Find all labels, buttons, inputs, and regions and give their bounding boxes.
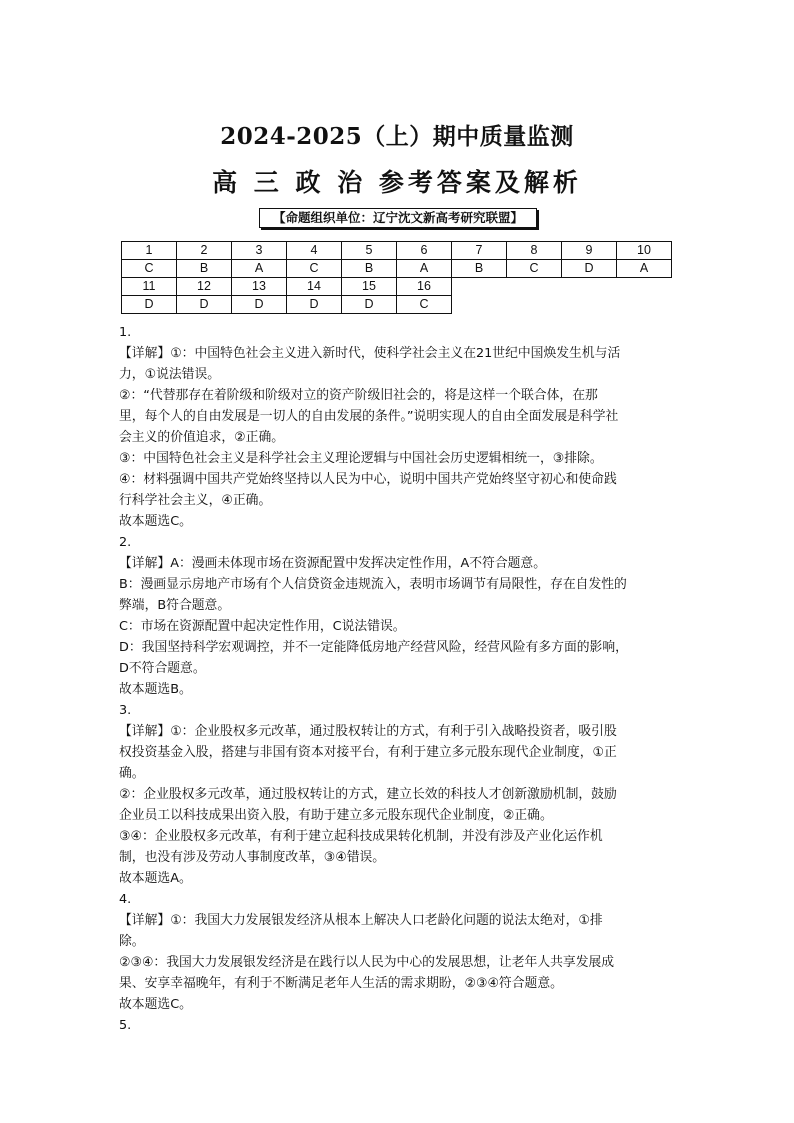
text-line: 里，每个人的自由发展是一切人的自由发展的条件。”说明实现人的自由全面发展是科学社	[119, 409, 619, 424]
exam-title: 2024-2025（上）期中质量监测	[220, 123, 574, 150]
answer-conclusion: 故本题选B。	[119, 682, 192, 697]
text-line: ③：中国特色社会主义是科学社会主义理论逻辑与中国社会历史逻辑相统一，③排除。	[119, 451, 603, 466]
empty-cell	[452, 278, 507, 296]
table-cell: D	[562, 260, 617, 278]
table-cell: 6	[397, 242, 452, 260]
table-cell: D	[232, 296, 287, 314]
text-line: 确。	[119, 766, 145, 781]
table-cell: 8	[507, 242, 562, 260]
table-cell: B	[452, 260, 507, 278]
answer-row	[122, 260, 672, 278]
table-cell: B	[177, 260, 232, 278]
table-cell: 15	[342, 278, 397, 296]
table-cell: D	[287, 296, 342, 314]
question-number-row	[122, 278, 672, 296]
table-cell: D	[342, 296, 397, 314]
table-cell: 5	[342, 242, 397, 260]
text-line: ④：材料强调中国共产党始终坚持以人民为中心，说明中国共产党始终坚守初心和使命践	[119, 472, 617, 487]
text-line: D：我国坚持科学宏观调控，并不一定能降低房地产经营风险，经营风险有多方面的影响，	[119, 640, 628, 655]
table-cell: 9	[562, 242, 617, 260]
table-cell: C	[287, 260, 342, 278]
table-cell: 11	[122, 278, 177, 296]
empty-cell	[507, 278, 562, 296]
text-line: 会主义的价值追求，②正确。	[119, 430, 285, 445]
table-cell: 12	[177, 278, 232, 296]
empty-cell	[617, 278, 672, 296]
question-number: 4.	[119, 892, 132, 907]
text-line: 除。	[119, 934, 145, 949]
text-line: 【详解】①：我国大力发展银发经济从根本上解决人口老龄化问题的说法太绝对，①排	[119, 913, 603, 928]
text-line: ②：“代替那存在着阶级和阶级对立的资产阶级旧社会的，将是这样一个联合体，在那	[119, 388, 598, 403]
table-cell: C	[397, 296, 452, 314]
organizer-box: 【命题组织单位：辽宁沈文新高考研究联盟】	[259, 208, 537, 228]
text-line: 力，①说法错误。	[119, 367, 221, 382]
table-cell: A	[617, 260, 672, 278]
answer-conclusion: 故本题选A。	[119, 871, 192, 886]
table-cell: 1	[122, 242, 177, 260]
exam-subtitle: 高 三 政 治 参考答案及解析	[212, 168, 582, 197]
question-number: 2.	[119, 535, 132, 550]
question-number-row	[122, 242, 672, 260]
table-cell: 2	[177, 242, 232, 260]
text-line: 弊端，B符合题意。	[119, 598, 231, 613]
text-line: ②：企业股权多元改革，通过股权转让的方式，建立长效的科技人才创新激励机制，鼓励	[119, 787, 617, 802]
empty-cell	[562, 296, 617, 314]
text-line: 果、安享幸福晚年，有利于不断满足老年人生活的需求期盼，②③④符合题意。	[119, 976, 563, 991]
table-cell: C	[507, 260, 562, 278]
text-line: 【详解】①：企业股权多元改革，通过股权转让的方式，有利于引入战略投资者，吸引股	[119, 724, 617, 739]
answer-conclusion: 故本题选C。	[119, 514, 192, 529]
text-line: 权投资基金入股，搭建与非国有资本对接平台，有利于建立多元股东现代企业制度，①正	[119, 745, 617, 760]
answer-row	[122, 296, 672, 314]
text-line: 企业员工以科技成果出资入股，有助于建立多元股东现代企业制度，②正确。	[119, 808, 553, 823]
text-line: C：市场在资源配置中起决定性作用，C说法错误。	[119, 619, 406, 634]
table-cell: 4	[287, 242, 342, 260]
text-line: 制，也没有涉及劳动人事制度改革，③④错误。	[119, 850, 386, 865]
answer-conclusion: 故本题选C。	[119, 997, 192, 1012]
table-cell: D	[177, 296, 232, 314]
text-line: 【详解】①：中国特色社会主义进入新时代，使科学社会主义在21世纪中国焕发生机与活	[119, 346, 621, 361]
explanation-body	[119, 322, 679, 1036]
empty-cell	[617, 296, 672, 314]
empty-cell	[452, 296, 507, 314]
table-cell: C	[122, 260, 177, 278]
table-cell: 14	[287, 278, 342, 296]
text-line: B：漫画显示房地产市场有个人信贷资金违规流入，表明市场调节有局限性，存在自发性的	[119, 577, 627, 592]
question-number: 3.	[119, 703, 132, 718]
table-cell: 16	[397, 278, 452, 296]
table-cell: B	[342, 260, 397, 278]
empty-cell	[507, 296, 562, 314]
table-cell: 13	[232, 278, 287, 296]
text-line: D不符合题意。	[119, 661, 206, 676]
table-cell: 7	[452, 242, 507, 260]
table-cell: 3	[232, 242, 287, 260]
answer-table	[121, 241, 672, 314]
text-line: ②③④：我国大力发展银发经济是在践行以人民为中心的发展思想，让老年人共享发展成	[119, 955, 615, 970]
question-number: 1.	[119, 325, 132, 340]
text-line: ③④：企业股权多元改革，有利于建立起科技成果转化机制，并没有涉及产业化运作机	[119, 829, 603, 844]
text-line: 【详解】A：漫画未体现市场在资源配置中发挥决定性作用，A不符合题意。	[119, 556, 547, 571]
table-cell: 10	[617, 242, 672, 260]
question-number: 5.	[119, 1018, 132, 1033]
text-line: 行科学社会主义，④正确。	[119, 493, 272, 508]
empty-cell	[562, 278, 617, 296]
table-cell: D	[122, 296, 177, 314]
table-cell: A	[232, 260, 287, 278]
table-cell: A	[397, 260, 452, 278]
